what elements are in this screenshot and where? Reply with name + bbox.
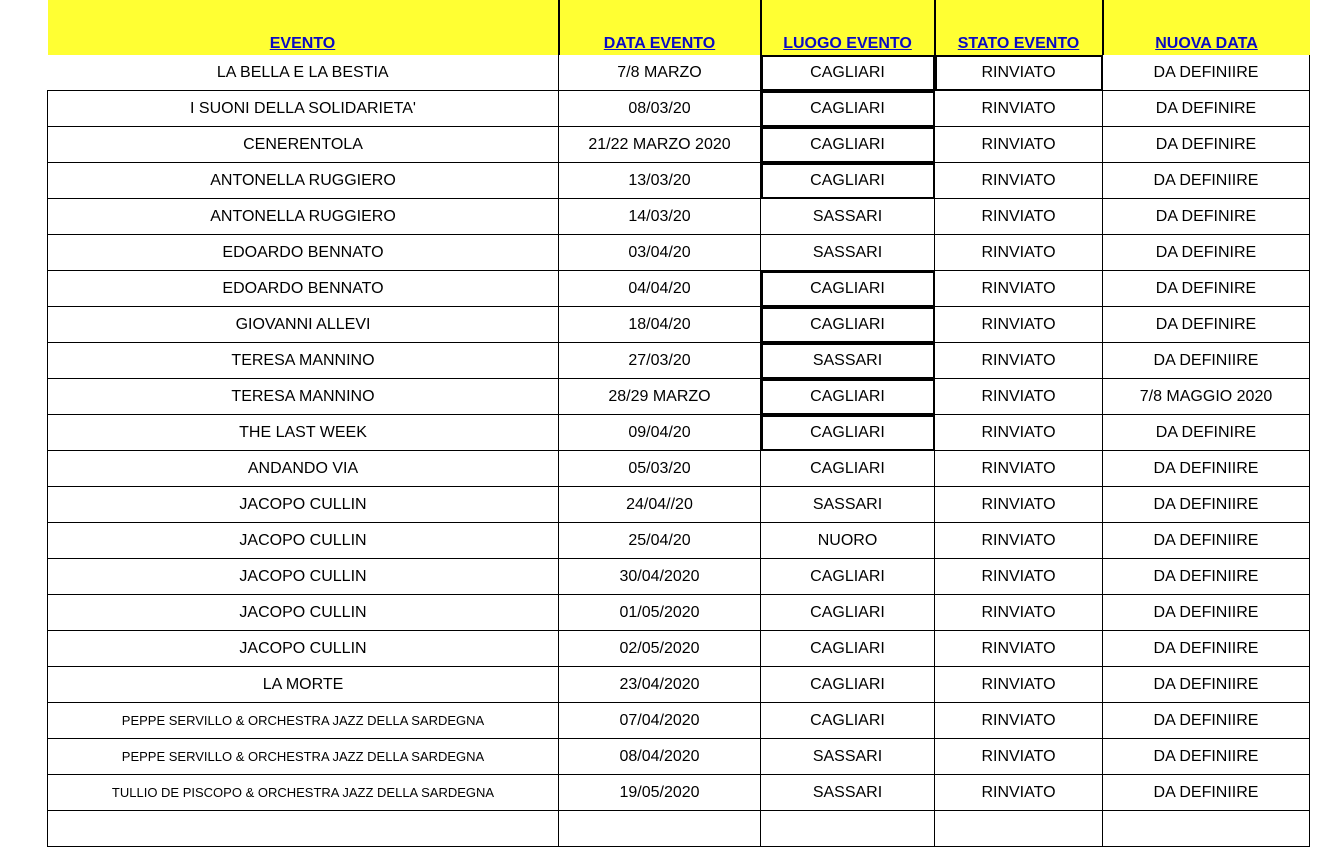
- cell-evento[interactable]: TULLIO DE PISCOPO & ORCHESTRA JAZZ DELLA SARDEGNA: [48, 775, 559, 811]
- cell-data-evento[interactable]: 23/04/2020: [559, 667, 761, 703]
- header-stato-evento[interactable]: STATO EVENTO: [935, 0, 1103, 55]
- cell-evento[interactable]: JACOPO CULLIN: [48, 559, 559, 595]
- cell-stato-evento[interactable]: RINVIATO: [935, 739, 1103, 775]
- table-row: [48, 487, 1310, 523]
- table-row: [48, 271, 1310, 307]
- cell-data-evento[interactable]: 08/04/2020: [559, 739, 761, 775]
- cell-luogo-evento[interactable]: CAGLIARI: [761, 379, 935, 415]
- cell-stato-evento[interactable]: RINVIATO: [935, 379, 1103, 415]
- cell-stato-evento[interactable]: RINVIATO: [935, 415, 1103, 451]
- table-row: [48, 91, 1310, 127]
- cell-luogo-evento[interactable]: CAGLIARI: [761, 91, 935, 127]
- cell-evento[interactable]: JACOPO CULLIN: [48, 523, 559, 559]
- cell-stato-evento[interactable]: RINVIATO: [935, 307, 1103, 343]
- cell-data-evento[interactable]: 07/04/2020: [559, 703, 761, 739]
- table-row: [48, 595, 1310, 631]
- table-row: [48, 163, 1310, 199]
- cell-stato-evento[interactable]: RINVIATO: [935, 559, 1103, 595]
- cell-evento[interactable]: TERESA MANNINO: [48, 343, 559, 379]
- cell-nuova-data[interactable]: 7/8 MAGGIO 2020: [1103, 379, 1310, 415]
- cell-luogo-evento[interactable]: [761, 811, 935, 847]
- table-row: [48, 667, 1310, 703]
- table-body: [48, 55, 1310, 847]
- cell-luogo-evento[interactable]: CAGLIARI: [761, 631, 935, 667]
- cell-stato-evento[interactable]: RINVIATO: [935, 55, 1103, 91]
- cell-luogo-evento[interactable]: SASSARI: [761, 235, 935, 271]
- cell-stato-evento[interactable]: RINVIATO: [935, 451, 1103, 487]
- cell-evento[interactable]: EDOARDO BENNATO: [48, 271, 559, 307]
- cell-data-evento[interactable]: 24/04//20: [559, 487, 761, 523]
- cell-stato-evento[interactable]: RINVIATO: [935, 163, 1103, 199]
- cell-data-evento[interactable]: 01/05/2020: [559, 595, 761, 631]
- cell-evento[interactable]: CENERENTOLA: [48, 127, 559, 163]
- cell-evento[interactable]: ANTONELLA RUGGIERO: [48, 199, 559, 235]
- cell-nuova-data[interactable]: DA DEFINIRE: [1103, 271, 1310, 307]
- cell-luogo-evento[interactable]: CAGLIARI: [761, 307, 935, 343]
- cell-luogo-evento[interactable]: SASSARI: [761, 775, 935, 811]
- cell-stato-evento[interactable]: RINVIATO: [935, 523, 1103, 559]
- cell-luogo-evento[interactable]: CAGLIARI: [761, 595, 935, 631]
- cell-luogo-evento[interactable]: SASSARI: [761, 199, 935, 235]
- header-row: [48, 0, 1310, 55]
- cell-data-evento[interactable]: 13/03/20: [559, 163, 761, 199]
- table-row: [48, 55, 1310, 91]
- header-data-evento[interactable]: DATA EVENTO: [559, 0, 761, 55]
- cell-luogo-evento[interactable]: NUORO: [761, 523, 935, 559]
- table-row: [48, 559, 1310, 595]
- cell-luogo-evento[interactable]: SASSARI: [761, 487, 935, 523]
- cell-evento[interactable]: PEPPE SERVILLO & ORCHESTRA JAZZ DELLA SARDEGNA: [48, 739, 559, 775]
- table-row: [48, 235, 1310, 271]
- table-row: [48, 451, 1310, 487]
- cell-evento[interactable]: [48, 811, 559, 847]
- cell-luogo-evento[interactable]: CAGLIARI: [761, 415, 935, 451]
- table-row: [48, 775, 1310, 811]
- cell-nuova-data[interactable]: DA DEFINIRE: [1103, 91, 1310, 127]
- table-row: [48, 631, 1310, 667]
- cell-stato-evento[interactable]: RINVIATO: [935, 667, 1103, 703]
- cell-data-evento[interactable]: 18/04/20: [559, 307, 761, 343]
- cell-luogo-evento[interactable]: CAGLIARI: [761, 667, 935, 703]
- cell-evento[interactable]: JACOPO CULLIN: [48, 487, 559, 523]
- cell-evento[interactable]: LA MORTE: [48, 667, 559, 703]
- table-row: [48, 523, 1310, 559]
- cell-data-evento[interactable]: [559, 811, 761, 847]
- cell-evento[interactable]: EDOARDO BENNATO: [48, 235, 559, 271]
- cell-nuova-data[interactable]: DA DEFINIIRE: [1103, 523, 1310, 559]
- table-row: [48, 379, 1310, 415]
- cell-stato-evento[interactable]: RINVIATO: [935, 631, 1103, 667]
- cell-data-evento[interactable]: 08/03/20: [559, 91, 761, 127]
- cell-evento[interactable]: LA BELLA E LA BESTIA: [48, 55, 559, 91]
- cell-stato-evento[interactable]: RINVIATO: [935, 127, 1103, 163]
- cell-stato-evento[interactable]: RINVIATO: [935, 775, 1103, 811]
- cell-data-evento[interactable]: 25/04/20: [559, 523, 761, 559]
- cell-nuova-data[interactable]: DA DEFINIIRE: [1103, 667, 1310, 703]
- cell-data-evento[interactable]: 21/22 MARZO 2020: [559, 127, 761, 163]
- cell-data-evento[interactable]: 30/04/2020: [559, 559, 761, 595]
- cell-luogo-evento[interactable]: CAGLIARI: [761, 703, 935, 739]
- cell-evento[interactable]: ANTONELLA RUGGIERO: [48, 163, 559, 199]
- cell-nuova-data[interactable]: DA DEFINIIRE: [1103, 559, 1310, 595]
- cell-data-evento[interactable]: 7/8 MARZO: [559, 55, 761, 91]
- cell-evento[interactable]: I SUONI DELLA SOLIDARIETA': [48, 91, 559, 127]
- cell-data-evento[interactable]: 28/29 MARZO: [559, 379, 761, 415]
- cell-luogo-evento[interactable]: CAGLIARI: [761, 559, 935, 595]
- cell-evento[interactable]: TERESA MANNINO: [48, 379, 559, 415]
- cell-nuova-data[interactable]: DA DEFINIIRE: [1103, 631, 1310, 667]
- cell-data-evento[interactable]: 09/04/20: [559, 415, 761, 451]
- cell-nuova-data[interactable]: DA DEFINIRE: [1103, 127, 1310, 163]
- cell-evento[interactable]: ANDANDO VIA: [48, 451, 559, 487]
- cell-nuova-data[interactable]: DA DEFINIRE: [1103, 415, 1310, 451]
- cell-nuova-data[interactable]: DA DEFINIIRE: [1103, 487, 1310, 523]
- cell-stato-evento[interactable]: RINVIATO: [935, 343, 1103, 379]
- header-luogo-evento[interactable]: LUOGO EVENTO: [761, 0, 935, 55]
- cell-data-evento[interactable]: 19/05/2020: [559, 775, 761, 811]
- cell-stato-evento[interactable]: RINVIATO: [935, 271, 1103, 307]
- cell-nuova-data[interactable]: DA DEFINIIRE: [1103, 163, 1310, 199]
- table-row: [48, 199, 1310, 235]
- cell-evento[interactable]: JACOPO CULLIN: [48, 631, 559, 667]
- cell-data-evento[interactable]: 05/03/20: [559, 451, 761, 487]
- cell-nuova-data[interactable]: DA DEFINIIRE: [1103, 451, 1310, 487]
- table-row: [48, 811, 1310, 847]
- cell-nuova-data[interactable]: DA DEFINIIRE: [1103, 55, 1310, 91]
- cell-evento[interactable]: GIOVANNI ALLEVI: [48, 307, 559, 343]
- cell-nuova-data[interactable]: DA DEFINIIRE: [1103, 703, 1310, 739]
- events-spreadsheet: [47, 0, 1309, 847]
- cell-data-evento[interactable]: 03/04/20: [559, 235, 761, 271]
- table-row: [48, 739, 1310, 775]
- table-row: [48, 127, 1310, 163]
- cell-evento[interactable]: THE LAST WEEK: [48, 415, 559, 451]
- cell-stato-evento[interactable]: RINVIATO: [935, 703, 1103, 739]
- cell-data-evento[interactable]: 14/03/20: [559, 199, 761, 235]
- cell-stato-evento[interactable]: RINVIATO: [935, 91, 1103, 127]
- cell-nuova-data[interactable]: DA DEFINIIRE: [1103, 595, 1310, 631]
- cell-stato-evento[interactable]: [935, 811, 1103, 847]
- cell-luogo-evento[interactable]: SASSARI: [761, 343, 935, 379]
- table-row: [48, 703, 1310, 739]
- cell-luogo-evento[interactable]: CAGLIARI: [761, 451, 935, 487]
- cell-stato-evento[interactable]: RINVIATO: [935, 487, 1103, 523]
- cell-luogo-evento[interactable]: CAGLIARI: [761, 271, 935, 307]
- cell-luogo-evento[interactable]: CAGLIARI: [761, 163, 935, 199]
- cell-stato-evento[interactable]: RINVIATO: [935, 235, 1103, 271]
- cell-stato-evento[interactable]: RINVIATO: [935, 199, 1103, 235]
- table-header: [48, 0, 1310, 55]
- header-evento[interactable]: EVENTO: [48, 0, 559, 55]
- cell-nuova-data[interactable]: DA DEFINIRE: [1103, 199, 1310, 235]
- events-table: [47, 0, 1310, 847]
- cell-nuova-data[interactable]: DA DEFINIRE: [1103, 307, 1310, 343]
- cell-evento[interactable]: JACOPO CULLIN: [48, 595, 559, 631]
- cell-data-evento[interactable]: 02/05/2020: [559, 631, 761, 667]
- cell-luogo-evento[interactable]: CAGLIARI: [761, 55, 935, 91]
- cell-evento[interactable]: PEPPE SERVILLO & ORCHESTRA JAZZ DELLA SARDEGNA: [48, 703, 559, 739]
- cell-data-evento[interactable]: 04/04/20: [559, 271, 761, 307]
- cell-nuova-data[interactable]: DA DEFINIIRE: [1103, 775, 1310, 811]
- cell-luogo-evento[interactable]: CAGLIARI: [761, 127, 935, 163]
- cell-data-evento[interactable]: 27/03/20: [559, 343, 761, 379]
- table-row: [48, 307, 1310, 343]
- cell-nuova-data[interactable]: DA DEFINIIRE: [1103, 343, 1310, 379]
- cell-nuova-data[interactable]: DA DEFINIRE: [1103, 235, 1310, 271]
- cell-nuova-data[interactable]: [1103, 811, 1310, 847]
- cell-nuova-data[interactable]: DA DEFINIIRE: [1103, 739, 1310, 775]
- table-row: [48, 343, 1310, 379]
- cell-luogo-evento[interactable]: SASSARI: [761, 739, 935, 775]
- header-nuova-data[interactable]: NUOVA DATA: [1103, 0, 1310, 55]
- cell-stato-evento[interactable]: RINVIATO: [935, 595, 1103, 631]
- table-row: [48, 415, 1310, 451]
